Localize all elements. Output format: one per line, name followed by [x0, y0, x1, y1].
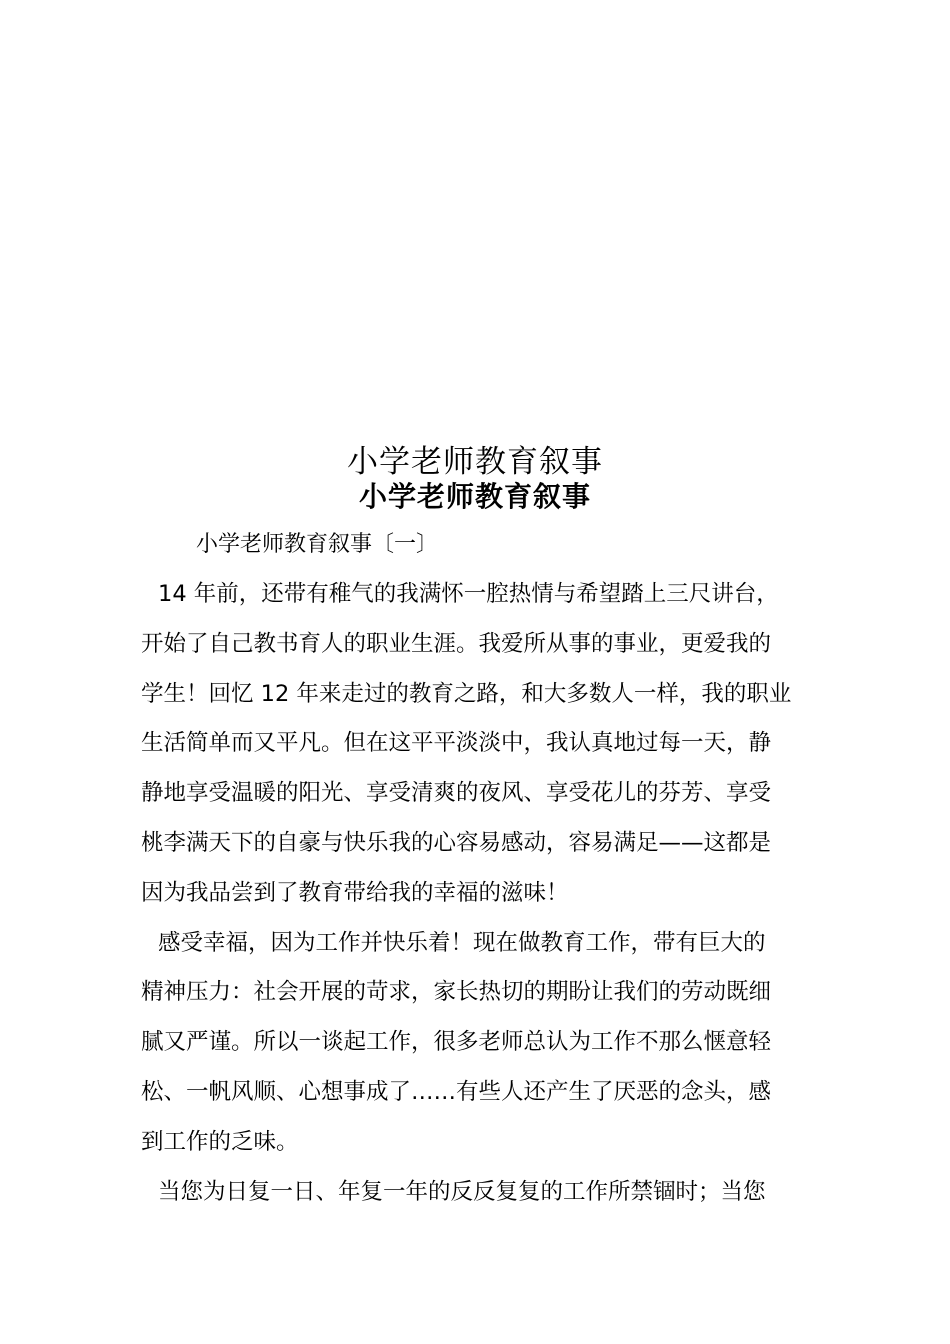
paragraph-line: 生活简单而又平凡。但在这平平淡淡中，我认真地过每一天，静: [141, 730, 772, 757]
paragraph-line: 精神压力：社会开展的苛求，家长热切的期盼让我们的劳动既细: [141, 979, 772, 1006]
paragraph-line: 因为我品尝到了教育带给我的幸福的滋味！: [141, 879, 569, 906]
section-subtitle: 小学老师教育叙事〔一〕: [196, 532, 439, 557]
paragraph-line: 静地享受温暖的阳光、享受清爽的夜风、享受花儿的芬芳、享受: [141, 780, 772, 807]
paragraph-line: 14 年前，还带有稚气的我满怀一腔热情与希望踏上三尺讲台，: [158, 581, 779, 607]
paragraph-line: 学生！回忆 12 年来走过的教育之路，和大多数人一样，我的职业: [141, 680, 792, 707]
body-text: [141, 574, 821, 1221]
paragraph-line: 当您为日复一日、年复一年的反反复复的工作所禁锢时；当您: [158, 1178, 766, 1205]
paragraph-line: 腻又严谨。所以一谈起工作，很多老师总认为工作不那么惬意轻: [141, 1029, 772, 1056]
paragraph-line: 桃李满天下的自豪与快乐我的心容易感动，容易满足——这都是: [141, 829, 772, 856]
paragraph-line: 到工作的乏味。: [141, 1128, 299, 1155]
paragraph-line: 松、一帆风顺、心想事成了……有些人还产生了厌恶的念头，感: [141, 1078, 772, 1105]
paragraph-line: 感受幸福，因为工作并快乐着！现在做教育工作，带有巨大的: [158, 929, 766, 956]
document-title: 小学老师教育叙事: [347, 444, 603, 480]
document-heading: 小学老师教育叙事: [358, 480, 591, 513]
paragraph-line: 开始了自己教书育人的职业生涯。我爱所从事的事业，更爱我的: [141, 630, 772, 657]
